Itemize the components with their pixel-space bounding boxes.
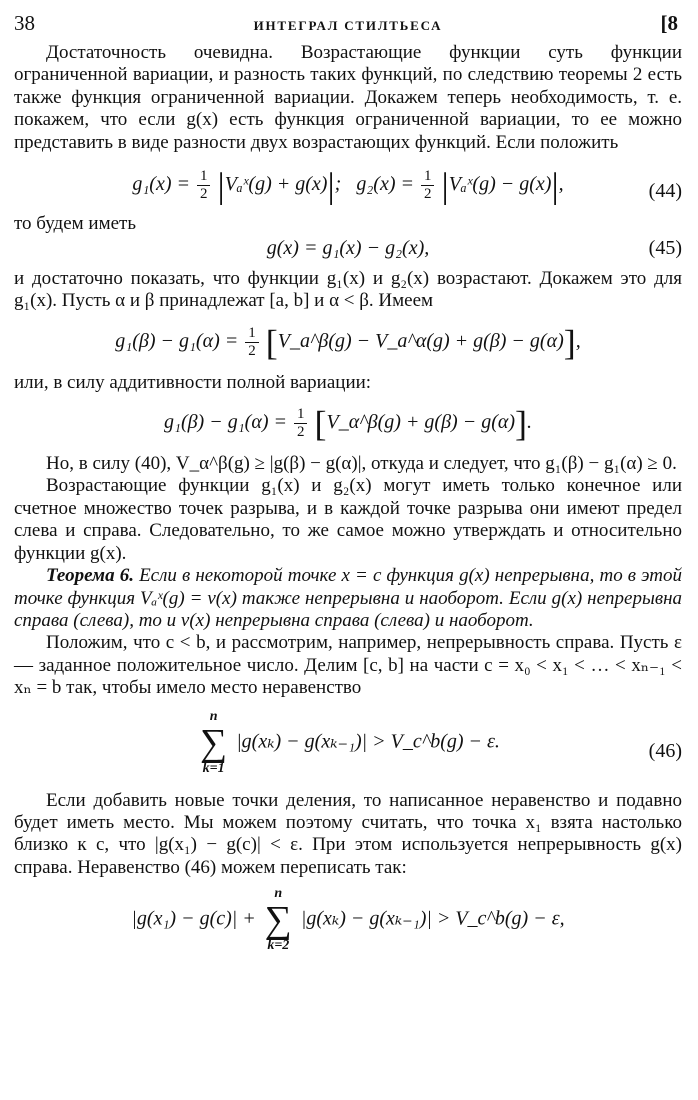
paragraph-then: то будем иметь — [14, 213, 137, 235]
theorem-text: Если в некоторой точке x = c функция g(x) непрерывна, то в этой точке функция Vₐˣ(g) = v(x) также непрерывна и наоборот. Если g(x) непрерывна справа (слева), то и v(x) непрерывна справа (слева) и наоборот. — [14, 565, 683, 631]
theorem-label: Теорема 6. — [46, 565, 134, 587]
equation-number-45: (45) — [648, 237, 682, 260]
eq44-body-1: Vₐˣ(g) + g(x) — [224, 173, 328, 196]
eq46-body: |g(xₖ) − g(xₖ₋₁)| > V_c^b(g) − ε. — [236, 730, 500, 753]
running-title: ИНТЕГРАЛ СТИЛТЬЕСА — [253, 18, 443, 33]
equation-g1-difference: g₁(β) − g₁(α) = $\frac{1}{2}$ [V_a^β(g) − V_a^α(g) + g(β) − g(α)], — [115, 321, 581, 362]
eq44-body-2: Vₐˣ(g) − g(x) — [448, 173, 552, 196]
page-number: 38 — [14, 11, 35, 35]
eq44-g2: g₂(x) = — [356, 173, 414, 196]
sum-symbol-last: n ∑ k=2 — [264, 886, 292, 954]
equation-rewritten — [14, 887, 682, 953]
paragraph-inequality-40: Но, в силу (40), V_α^β(g) ≥ |g(β) − g(α)|, откуда и следует, что g₁(β) − g₁(α) ≥ 0. — [46, 453, 677, 475]
eq44-g1: g₁(x) = — [132, 173, 190, 196]
paragraph-partition: Положим, что c < b, и рассмотрим, например, непрерывность справа. Пусть ε — заданное положительное число. Делим [c, b] на части c = x₀ < x₁ < … < xₙ₋₁ < xₙ = b так, чтобы имело место неравенство — [14, 632, 682, 699]
theorem-6 — [14, 565, 682, 632]
section-number: [8 — [660, 11, 678, 35]
paragraph-sufficiency: Достаточность очевидна. Возрастающие функции суть функции ограниченной вариации, и разность таких функций, по следствию теоремы 2 есть также функция ограниченной вариации. Докажем теперь необходимость, т. е. покажем, что если g(x) есть функция ограниченной вариации, то ее можно представить в виде разности двух возрастающих функций. Если положить — [14, 42, 682, 153]
equation-45 — [14, 237, 682, 259]
eq-a-body: V_a^β(g) − V_a^α(g) + g(β) − g(α) — [277, 329, 564, 352]
equation-46 — [14, 710, 682, 776]
paragraph-new-points: Если добавить новые точки деления, то написанное неравенство и подавно будет иметь место. Мы можем поэтому считать, что точка x₁ взята настолько близко к c, что |g(x₁) − g(c)| < ε. При этом используется непрерывность g(x) справа. Неравенство (46) можем переписать так: — [14, 789, 682, 878]
equation-44: g₁(x) = $\frac{1}{2}$ |Vₐˣ(g) + g(x)|; g₂(x) = $\frac{1}{2}$ |Vₐˣ(g) − g(x)|, (44) — [132, 165, 682, 206]
equation-number-44: (44) — [648, 180, 682, 203]
sum-symbol-46: n ∑ k=1 — [200, 708, 228, 776]
eq-b-frac: $\frac{1}{2}$ — [294, 406, 308, 441]
eq-last-lhs: |g(x₁) − g(c)| + — [131, 907, 256, 930]
eq45-text: g(x) = g₁(x) − g₂(x), — [266, 237, 430, 260]
eq-last-body: |g(xₖ) − g(xₖ₋₁)| > V_c^b(g) − ε, — [300, 907, 565, 930]
equation-g1-additive: g₁(β) − g₁(α) = $\frac{1}{2}$ [V_α^β(g) + g(β) − g(α)]. — [163, 403, 533, 444]
eq44-frac-2: $\frac{1}{2}$ — [421, 168, 435, 203]
page-header — [14, 12, 682, 42]
paragraph-discontinuity: Возрастающие функции g₁(x) и g₂(x) могут иметь только конечное или счетное множество точек разрыва, и в каждой точке разрыва они имеют предел слева и справа. Следовательно, то же самое можно утверждать и относительно функции g(x). — [14, 475, 682, 564]
eq-a-frac: $\frac{1}{2}$ — [245, 325, 259, 360]
eq-b-body: V_α^β(g) + g(β) − g(α) — [326, 411, 516, 434]
eq44-separator: ; — [334, 173, 342, 196]
eq44-frac-1: $\frac{1}{2}$ — [197, 168, 211, 203]
equation-number-46: (46) — [648, 739, 682, 762]
paragraph-increase: и достаточно показать, что функции g₁(x) и g₂(x) возрастают. Докажем это для g₁(x). Пусть α и β принадлежат [a, b] и α < β. Имеем — [14, 267, 682, 312]
paragraph-additivity: или, в силу аддитивности полной вариации: — [14, 371, 372, 393]
